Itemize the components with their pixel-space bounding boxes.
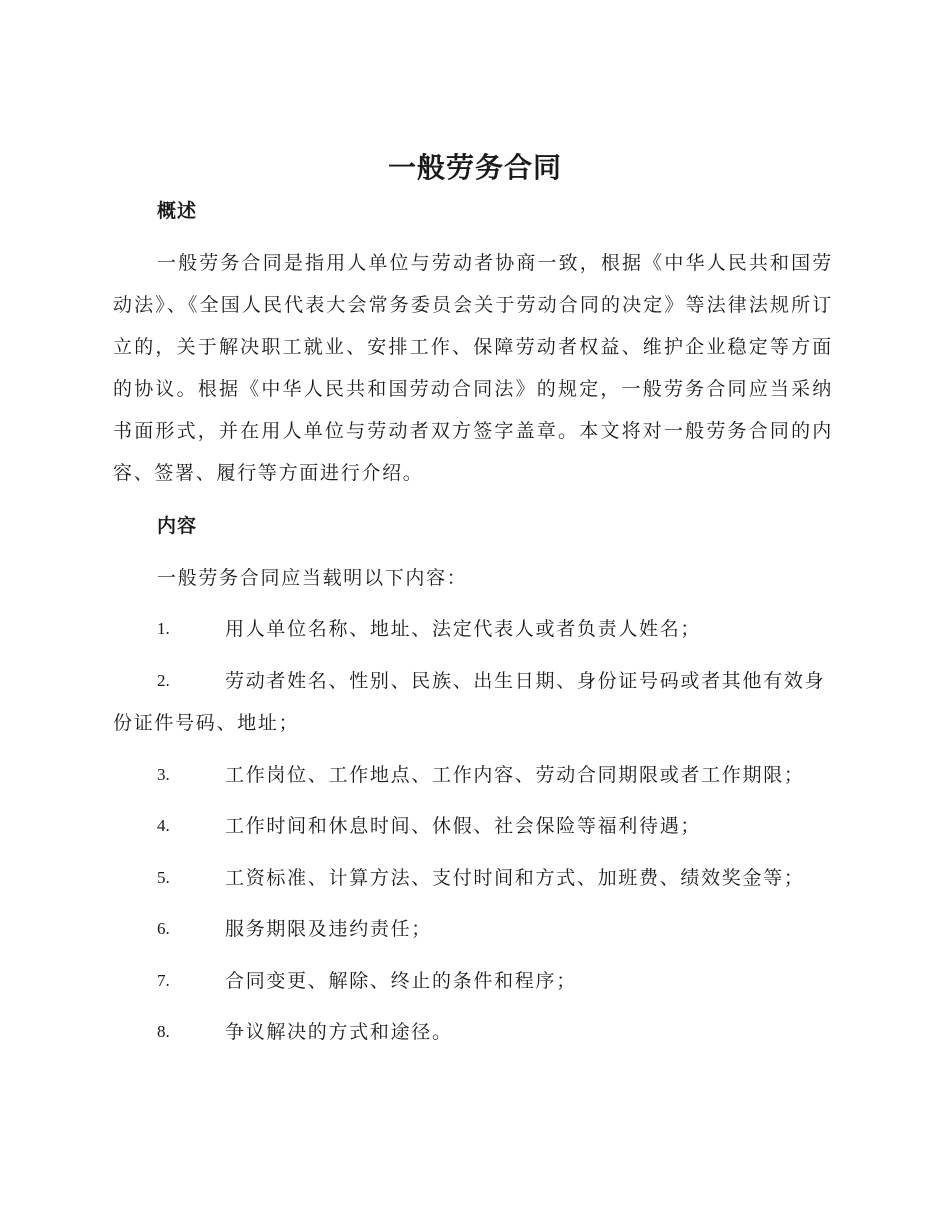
section-heading-overview: 概述	[157, 200, 198, 222]
list-item-number: 4.	[157, 816, 170, 835]
list-item-number: 2.	[157, 671, 170, 690]
list-item-text: 争议解决的方式和途径。	[225, 1021, 453, 1043]
section-heading-content: 内容	[157, 515, 198, 537]
list-item-number: 8.	[157, 1022, 170, 1041]
content-intro: 一般劳务合同应当载明以下内容：	[157, 567, 468, 589]
list-item	[113, 960, 833, 1002]
list-item	[113, 660, 833, 744]
list-item-number: 6.	[157, 919, 170, 938]
list-item-number: 3.	[157, 765, 170, 784]
list-item-text: 服务期限及违约责任；	[225, 918, 433, 940]
list-item-text: 工作时间和休息时间、休假、社会保险等福利待遇；	[225, 815, 702, 837]
list-item	[113, 805, 833, 847]
list-item-text: 用人单位名称、地址、法定代表人或者负责人姓名；	[225, 618, 702, 640]
list-item	[113, 857, 833, 899]
document-title: 一般劳务合同	[387, 151, 562, 184]
list-item	[113, 1011, 833, 1053]
list-item	[113, 908, 833, 950]
list-item-text: 工资标准、计算方法、支付时间和方式、加班费、绩效奖金等；	[225, 867, 805, 889]
overview-paragraph: 一般劳务合同是指用人单位与劳动者协商一致，根据《中华人民共和国劳动法》、《全国人民代表大会常务委员会关于劳动合同的决定》等法律法规所订立的，关于解决职工就业、安排工作、保障劳动者权益、维护企业稳定等方面的协议。根据《中华人民共和国劳动合同法》的规定，一般劳务合同应当采纳书面形式，并在用人单位与劳动者双方签字盖章。本文将对一般劳务合同的内容、签署、履行等方面进行介绍。	[113, 252, 833, 484]
list-item	[113, 754, 833, 796]
list-item-number: 5.	[157, 868, 170, 887]
list-item-number: 1.	[157, 619, 170, 638]
list-item-text: 劳动者姓名、性别、民族、出生日期、身份证号码或者其他有效身份证件号码、地址；	[113, 670, 826, 734]
list-item-number: 7.	[157, 971, 170, 990]
list-item-text: 工作岗位、工作地点、工作内容、劳动合同期限或者工作期限；	[225, 764, 805, 786]
list-item	[113, 608, 833, 650]
list-item-text: 合同变更、解除、终止的条件和程序；	[225, 970, 577, 992]
